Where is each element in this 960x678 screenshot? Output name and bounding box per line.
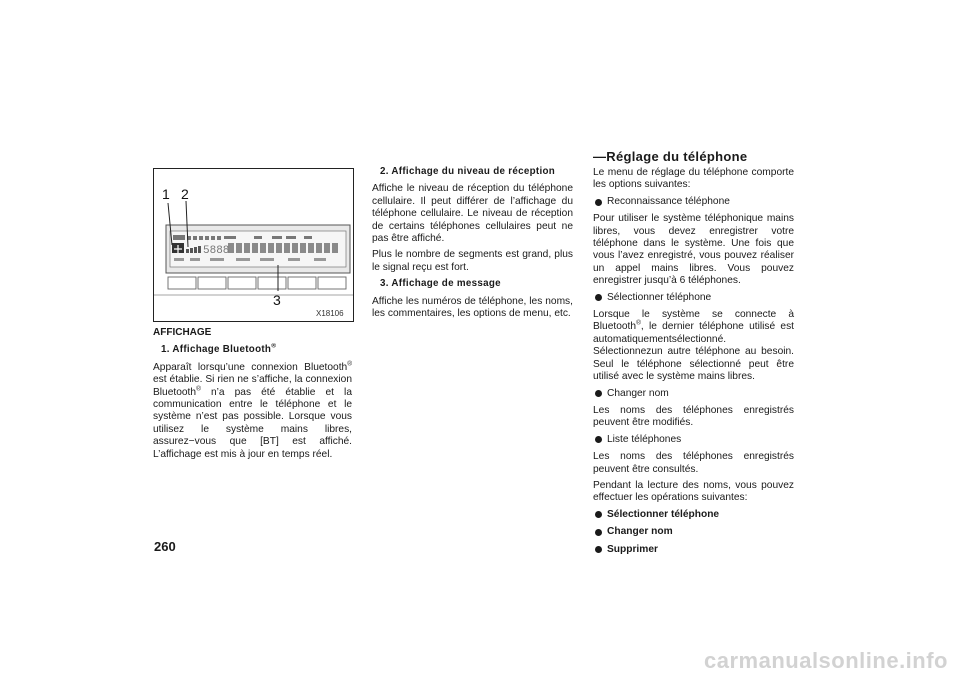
display-illustration	[154, 169, 353, 321]
paragraph-bluetooth	[153, 362, 352, 461]
paragraph-message: Affiche les numéros de téléphone, les noms, les commentaires, les options de menu, etc.	[372, 295, 573, 320]
bullet-icon	[595, 529, 602, 536]
text-span: est établie. Si rien ne s’affiche, la connexion Bluetooth	[153, 374, 352, 398]
registered-mark: ®	[636, 320, 641, 328]
display-digits: 5888	[203, 245, 230, 257]
section-title: AFFICHAGE	[153, 327, 212, 338]
text-span: Lorsque le système se connecte à Bluetooth	[593, 309, 794, 333]
bullet-item	[593, 196, 794, 208]
bullet-label: Changer nom	[607, 526, 673, 538]
bullet-label: Reconnaissance téléphone	[607, 195, 730, 207]
bullet-icon	[595, 294, 602, 301]
text-span: n’a pas été établie et la communication entre le téléphone et le système n’est pas possible. Lorsque vous utilisez le système mains libres, assurez−vous que [BT] est affiché. L’affichage est mis à jour en temps réel.	[153, 386, 352, 460]
bullet-item	[593, 388, 794, 400]
text-span: , le dernier téléphone utilisé est automatiquementsélectionné. Sélectionnezun autre téléphone au besoin. Seul le téléphone sélectionné peut être utilisé avec le système mains libres.	[593, 321, 794, 383]
callout-3: 3	[273, 292, 281, 308]
paragraph-rename: Les noms des téléphones enregistrés peuvent être modifiés.	[593, 404, 794, 429]
callout-2: 2	[181, 186, 189, 202]
registered-mark: ®	[196, 385, 201, 393]
paragraph-reception: Affiche le niveau de réception du téléphone cellulaire. Il peut différer de l’affichage du téléphone cellulaire. Le niveau de réception de certains téléphones cellulaires peut ne pas être affiché.	[372, 183, 573, 245]
right-column	[593, 167, 794, 561]
page-number: 260	[154, 539, 176, 554]
bullet-item	[593, 526, 794, 538]
bullet-item	[593, 544, 794, 556]
bullet-label: Supprimer	[607, 543, 658, 555]
paragraph-select	[593, 309, 794, 383]
paragraph-register: Pour utiliser le système téléphonique mains libres, vous devez enregistrer votre téléphone dans le système. Une fois que vous l’avez enregistré, vous pouvez réaliser un appel mains libres. Vous pouvez enregistrer jusqu’à 6 téléphones.	[593, 213, 794, 287]
bullet-icon	[595, 436, 602, 443]
watermark: carmanualsonline.info	[704, 648, 948, 673]
bullet-item	[593, 509, 794, 521]
bullet-icon	[595, 546, 602, 553]
bullet-icon	[595, 199, 602, 206]
registered-mark: ®	[347, 360, 352, 368]
subheading-bluetooth	[161, 344, 352, 356]
paragraph-operations: Pendant la lecture des noms, vous pouvez effectuer les opérations suivantes:	[593, 479, 794, 504]
bullet-icon	[595, 511, 602, 518]
paragraph-segments: Plus le nombre de segments est grand, plus le signal reçu est fort.	[372, 249, 573, 273]
display-figure	[153, 168, 354, 322]
text-span: Apparaît lorsqu’une connexion Bluetooth	[153, 361, 348, 373]
bullet-label: Changer nom	[607, 387, 669, 399]
callout-1: 1	[162, 186, 170, 202]
bullet-label: Sélectionner téléphone	[607, 508, 720, 520]
subheading-bluetooth-text: 1. Affichage Bluetooth	[161, 344, 272, 356]
paragraph-intro: Le menu de réglage du téléphone comporte les options suivantes:	[593, 167, 794, 191]
middle-column	[372, 166, 573, 324]
bullet-label: Sélectionner téléphone	[607, 291, 712, 303]
registered-mark: ®	[271, 343, 277, 351]
paragraph-list: Les noms des téléphones enregistrés peuvent être consultés.	[593, 451, 794, 475]
bullet-label: Liste téléphones	[607, 433, 682, 445]
bullet-item	[593, 434, 794, 446]
bullet-icon	[595, 390, 602, 397]
bullet-item	[593, 292, 794, 304]
subheading-message: 3. Affichage de message	[380, 278, 501, 290]
section-heading: —Réglage du téléphone	[593, 149, 748, 164]
subheading-reception: 2. Affichage du niveau de réception	[380, 166, 556, 177]
figure-code: X18106	[316, 309, 344, 318]
left-column	[153, 327, 352, 465]
